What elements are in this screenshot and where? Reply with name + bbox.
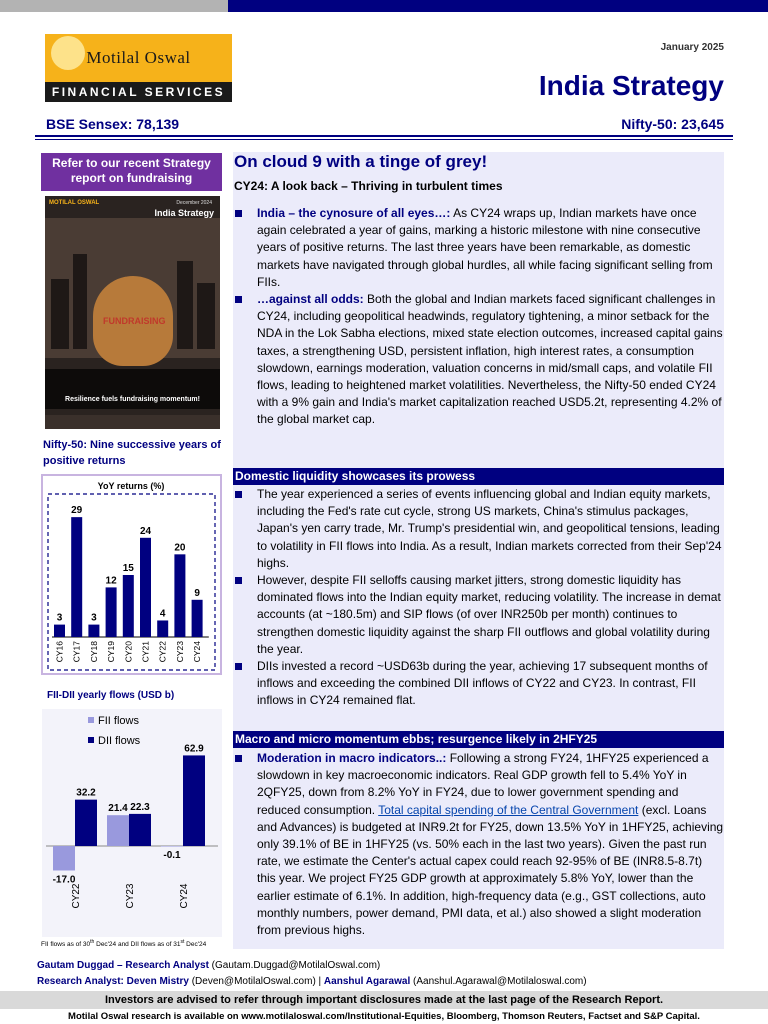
top-bar-gray: [0, 0, 228, 12]
cover-brand: MOTILAL OSWAL: [49, 200, 100, 206]
tick-label: CY20: [123, 641, 134, 663]
fii-dii-flows-chart: [42, 709, 222, 937]
bar: [183, 755, 205, 846]
header-rule: [35, 135, 733, 137]
analyst-line-1: [37, 960, 380, 971]
chart-title: YoY returns (%): [97, 481, 165, 491]
legend-label: DII flows: [98, 735, 141, 747]
sub-heading: CY24: A look back – Thriving in turbulent times: [234, 179, 503, 193]
list-item: DIIs invested a record ~USD63b during the year, achieving 17 subsequent months of inflows and exceeding the combined DII inflows of CY22 and CY23. In contrast, FII inflows in CY24 remained flat.: [232, 658, 724, 710]
legend-swatch: [88, 717, 94, 723]
list-item: However, despite FII selloffs causing market jitters, strong domestic liquidity has dominated flows into the Indian equity market, reducing volatility. The increase in demat accounts (at ~180.5m) and SIP flows (of over INR250b per month) continues to strengthen domestic liquidity against the sharp FII outflows and global volatility during the year.: [232, 572, 724, 658]
data-label: 4: [159, 608, 166, 620]
tick-label: CY23: [125, 883, 136, 909]
bullet-lead: India – the cynosure of all eyes…:: [257, 206, 451, 220]
data-label: 32.2: [76, 787, 96, 799]
analyst-line-2: [37, 976, 587, 987]
bar: [161, 846, 183, 847]
capex-link[interactable]: Total capital spending of the Central Government: [378, 802, 639, 817]
logo-name: Motilal Oswal: [86, 48, 191, 67]
bar: [106, 587, 117, 637]
cover-building: [177, 261, 193, 349]
nifty-value: Nifty-50: 23,645: [621, 116, 724, 132]
data-label: 3: [91, 612, 97, 624]
bullet-text: Both the global and Indian markets faced significant challenges in CY24, including geopolitical headwinds, regulatory tightening, a minor setback for the NDA in the Lok Sabha elections, mixed state election outcomes, increased capital gains taxes, a strengthening USD, persistent inflation, high interest rates, a consumption slowdown, earnings moderation, valuation concerns in mid/small caps, and volatile FII flows, leading to heightened market volatilities. Nevertheless, the Nifty-50 ended CY24 with a 9% gain and India's market capitalization reached USD5.2t, representing 4.2% of the global market cap.: [257, 292, 723, 427]
cover-footer: [45, 415, 220, 429]
bar: [140, 538, 151, 637]
list-item: The year experienced a series of events influencing global and Indian equity markets, including the Fed's rate cut cycle, strong US markets, China's stimulus packages, Japan's yen carry trade, Mr. Trump's presidential win, and geopolitical tensions, leading to volatility in FII flows into India. As a result, Indian markets corrected from their Sep'24 highs.: [232, 486, 724, 572]
main-heading: On cloud 9 with a tinge of grey!: [234, 152, 488, 171]
bullet-lead: Moderation in macro indicators..:: [257, 751, 447, 765]
legend-swatch: [88, 737, 94, 743]
cover-building: [73, 254, 87, 349]
sensex-value: BSE Sensex: 78,139: [46, 116, 180, 132]
tick-label: CY18: [88, 641, 99, 663]
data-label: 15: [122, 563, 134, 574]
data-label: 24: [139, 525, 152, 537]
tick-label: CY24: [192, 641, 203, 663]
bullet-text: As CY24 wraps up, Indian markets have once again celebrated a year of gains, marking a historic milestone with nine consecutive years of positive returns. The last three years have been remarkable, as domestic markets have navigated through global hurdles, all while facing significant selling from FIIs.: [257, 206, 713, 289]
cover-bag-text: FUNDRAISING: [103, 316, 166, 326]
data-label: -0.1: [163, 850, 181, 862]
report-cover-image[interactable]: [45, 196, 220, 429]
analyst-name: Research Analyst: Deven Mistry: [37, 976, 189, 987]
bar: [88, 625, 99, 637]
report-title: India Strategy: [538, 70, 724, 101]
nifty-chart-caption: Nifty-50: Nine successive years of positive returns: [43, 439, 221, 467]
bar: [192, 600, 203, 637]
cover-date: December 2024: [176, 200, 212, 206]
data-label: 9: [194, 587, 200, 599]
analyst-email[interactable]: (Gautam.Duggad@MotilalOswal.com): [208, 960, 381, 971]
tick-label: CY19: [106, 641, 117, 663]
tick-label: CY16: [54, 641, 65, 663]
analyst-name: Gautam Duggad – Research Analyst: [37, 960, 209, 971]
cover-building: [51, 279, 69, 349]
report-date: January 2025: [660, 42, 724, 53]
analyst-email[interactable]: (Aanshul.Agarawal@Motilaloswal.com): [410, 976, 587, 987]
disclaimer-bar: Investors are advised to refer through important disclosures made at the last page of the Research Report.: [0, 991, 768, 1009]
bullet-text: (excl. Loans and Advances) is budgeted at INR9.2t for FY25, down 13.5% YoY in 1HFY25, achieving only 39.1% of BE in 1HFY25 (vs. 50% each in the last two years). Given the past run rate, we estimate the Center's actual capex could reach 92-95% of BE (INR8.5-8.7t) this year. We project FY25 GDP growth at approximately 5.8% YoY, lower than the earlier estimate of 6.1%. In addition, high-frequency data (e.g., GST collections, auto monthly numbers, power demand, PMI data, et al.) also showed a slight moderation from previous highs.: [257, 802, 724, 938]
bullet-lead: …against all odds:: [257, 292, 364, 307]
bar: [71, 517, 82, 637]
top-bar-navy: [228, 0, 768, 12]
bullet-text: Following a strong FY24, 1HFY25 experienced a slowdown in key macroeconomic indicators. Real GDP growth fell to 5.4% YoY in 2QFY25, down from 8.2% YoY in FY24, due to lower government spending and reduced consumption.: [257, 751, 709, 817]
cover-crowd: [45, 369, 220, 409]
tick-label: CY17: [71, 641, 82, 663]
list-item: [232, 750, 724, 939]
data-label: 20: [174, 542, 186, 554]
data-label: 21.4: [108, 803, 128, 815]
data-label: 12: [105, 575, 117, 587]
bar: [54, 625, 65, 637]
availability-note: Motilal Oswal research is available on www.motilaloswal.com/Institutional-Equities, Bloomberg, Thomson Reuters, Factset and S&P Capital.: [68, 1011, 700, 1022]
cover-tagline: Resilience fuels fundraising momentum!: [65, 396, 200, 403]
logo-subtitle: FINANCIAL SERVICES: [45, 82, 232, 102]
bar: [129, 814, 151, 846]
bar: [157, 620, 168, 637]
list-item: [232, 205, 724, 291]
data-label: 62.9: [184, 743, 204, 755]
list-item: [232, 291, 724, 429]
data-label: 29: [71, 505, 83, 517]
data-label: 22.3: [130, 801, 150, 813]
liquidity-section-heading: Domestic liquidity showcases its prowess: [233, 468, 724, 485]
data-label: -17.0: [52, 874, 76, 886]
tick-label: CY22: [157, 641, 168, 663]
liquidity-section: [232, 486, 724, 710]
bar: [123, 575, 134, 637]
cover-building: [197, 283, 215, 349]
intro-section: [232, 205, 724, 429]
tick-label: CY22: [71, 883, 82, 909]
tick-label: CY23: [174, 641, 185, 663]
flows-chart-caption: FII-DII yearly flows (USD b): [47, 690, 175, 701]
yoy-returns-chart: [41, 474, 222, 675]
header-rule-thin: [35, 139, 733, 140]
macro-section: [232, 750, 724, 939]
tick-label: CY21: [140, 641, 151, 663]
data-label: 3: [56, 612, 63, 624]
tick-label: CY24: [179, 883, 190, 909]
analyst-name: Aanshul Agarawal: [323, 976, 411, 987]
macro-section-heading: Macro and micro momentum ebbs; resurgence likely in 2HFY25: [233, 731, 724, 748]
cover-title: India Strategy: [154, 208, 214, 218]
flows-chart-note: FII flows as of 30th Dec'24 and DII flows as of 31st Dec'24: [41, 939, 207, 949]
refer-report-box[interactable]: Refer to our recent Strategy report on fundraising: [41, 153, 222, 191]
analyst-email[interactable]: (Deven@MotilalOswal.com) |: [188, 976, 324, 987]
bar: [174, 554, 185, 637]
company-logo: [45, 34, 232, 102]
legend-label: FII flows: [98, 715, 139, 727]
bar: [75, 800, 97, 846]
bar: [107, 815, 129, 846]
bar: [53, 846, 75, 870]
